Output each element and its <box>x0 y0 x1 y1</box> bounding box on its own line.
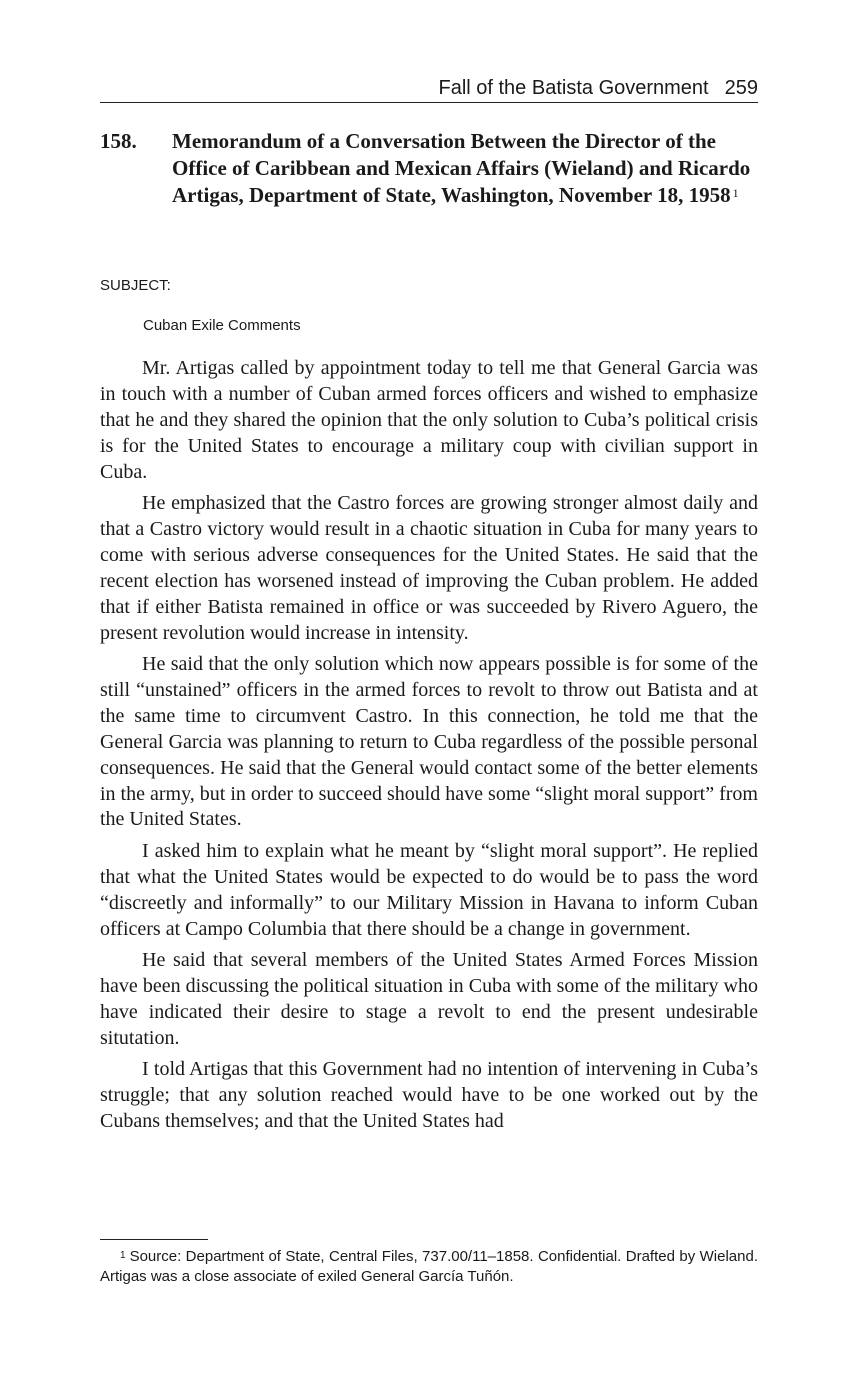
body-paragraph: I asked him to explain what he meant by “slight moral support”. He replied that what the United States would be expected to do would be to pass the word “discreetly and informally” to our Military Mission in Havana to inform Cuban officers at Campo Columbia that there should be a change in government. <box>100 839 758 940</box>
footnote-text: Source: Department of State, Central Files, 737.00/11–1858. Confidential. Drafted by Wieland. Artigas was a close associate of exiled General García Tuñón. <box>100 1248 758 1285</box>
footnote <box>100 1247 758 1287</box>
running-title: Fall of the Batista Government <box>438 77 709 99</box>
body-paragraph: Mr. Artigas called by appointment today to tell me that General Garcia was in touch with a number of Cuban armed forces officers and wished to emphasize that he and they shared the opinion that the only solution to Cuba’s political crisis is for the United States to encourage a military coup with civilian support in Cuba. <box>100 357 758 483</box>
document-title-block <box>172 128 760 209</box>
document-title: Memorandum of a Conversation Between the Director of the Office of Caribbean and Mexican Affairs (Wieland) and Ricardo Artigas, Department of State, Washington, November 18, 1958 <box>172 129 751 207</box>
memorandum-body <box>100 356 758 1140</box>
body-paragraph: I told Artigas that this Government had no intention of intervening in Cuba’s struggle; that any solution reached would have to be one worked out by the Cubans themselves; and that the United States had <box>100 1058 758 1132</box>
page-number: 259 <box>724 77 758 99</box>
body-paragraph: He emphasized that the Castro forces are growing stronger almost daily and that a Castro victory would result in a chaotic situation in Cuba for many years to come with serious adverse consequences for the United States. He said that the recent election has worsened instead of improving the Cuban problem. He added that if either Batista remained in office or was succeeded by Rivero Aguero, the present revolution would increase in intensity. <box>100 492 758 644</box>
footnote-reference[interactable]: 1 <box>732 186 739 200</box>
document-number: 158. <box>100 129 137 153</box>
body-paragraph: He said that several members of the United States Armed Forces Mission have been discussing the political situation in Cuba with some of the military who have indicated their desire to stage a revolt to end the present undesirable situtation. <box>100 948 758 1049</box>
running-header <box>100 74 758 103</box>
subject-value: Cuban Exile Comments <box>143 317 301 334</box>
footnote-divider <box>100 1239 208 1240</box>
subject-label: SUBJECT: <box>100 277 171 294</box>
body-paragraph: He said that the only solution which now appears possible is for some of the still “unstained” officers in the armed forces to revolt to throw out Batista and at the same time to circumvent Castro. In this connection, he told me that the General Garcia was planning to return to Cuba regardless of the possible personal consequences. He said that the General would contact some of the better elements in the army, but in order to succeed should have some “slight moral support” from the United States. <box>100 652 758 831</box>
footnote-marker: 1 <box>120 1250 126 1261</box>
